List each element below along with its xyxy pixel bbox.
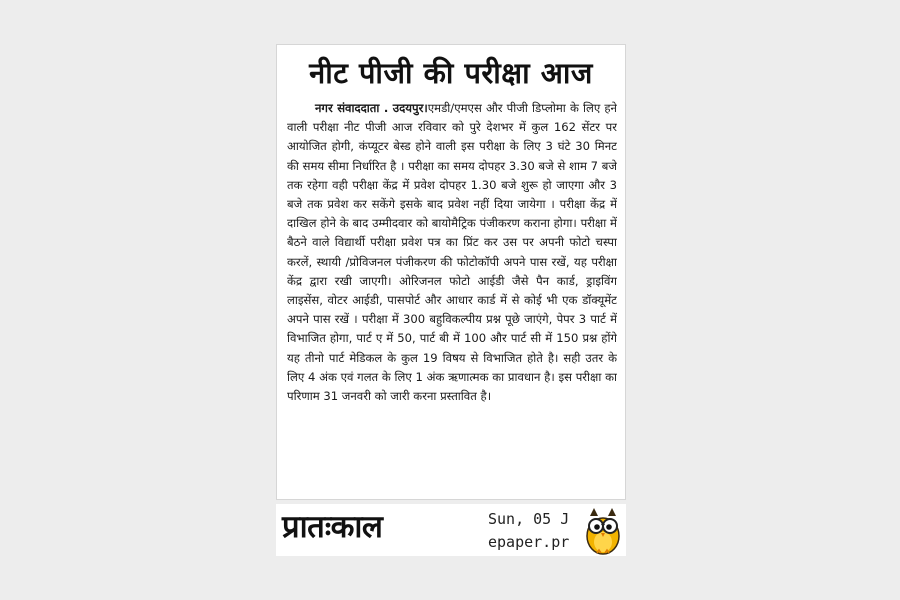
headline: नीट पीजी की परीक्षा आज <box>309 56 593 90</box>
newspaper-footer <box>276 504 626 556</box>
article-text: एमडी/एमएस और पीजी डिप्लोमा के लिए हने वाली परीक्षा नीट पीजी आज रविवार को पुरे देशभर में कुल 162 सेंटर पर आयोजित होगी, कंप्यूटर बेस्ड होने वाली इस परीक्षा के लिए 3 घंटे 30 मिनट की समय सीमा निर्धारित है । परीक्षा का समय दोपहर 3.30 बजे से शाम 7 बजे तक रहेगा वही परीक्षा केंद्र में प्रवेश दोपहर 1.30 बजे शुरू हो जाएगा और 3 बजे तक प्रवेश कर सकेंगे इसके बाद प्रवेश नहीं दिया जायेगा । परीक्षा केंद्र में दाखिल होने के बाद उम्मीदवार को बायोमैट्रिक पंजीकरण कराना होगा। परीक्षा में बैठने वाले विद्यार्थी परीक्षा प्रवेश पत्र का प्रिंट कर उस पर अपनी फोटो चस्पा करलें, स्थायी /प्रोविजनल पंजीकरण की फोटोकॉपी अपने पास रखें, यह परीक्षा केंद्र द्वारा रखी जाएगी। ओरिजनल फोटो आईडी जैसे पैन कार्ड, ड्राइविंग लाइसेंस, वोटर आईडी, पासपोर्ट और आधार कार्ड में से कोई भी एक डॉक्यूमेंट अपने पास रखें । परीक्षा में 300 बहुविकल्पीय प्रश्न पूछे जाएंगे, पेपर 3 पार्ट में विभाजित होगा, पार्ट ए में 50, पार्ट बी में 100 और पार्ट सी में 150 प्रश्न होंगे यह तीनो पार्ट मेडिकल के कुल 19 विषय से विभाजित होते है। सही उतर के लिए 4 अंक एवं गलत के लिए 1 अंक ऋणात्मक का प्रावधान है। इस परीक्षा का परिणाम 31 जनवरी को जारी करना प्रस्तावित है। <box>287 101 617 404</box>
edition-date: Sun, 05 J <box>488 510 570 528</box>
news-clipping <box>276 44 626 500</box>
newspaper-logo: प्रातःकाल <box>282 509 383 545</box>
epaper-site: epaper.pr <box>488 533 570 551</box>
article-body <box>287 99 617 497</box>
byline: नगर संवाददाता . उदयपुर। <box>315 101 428 115</box>
owl-icon <box>582 506 624 556</box>
